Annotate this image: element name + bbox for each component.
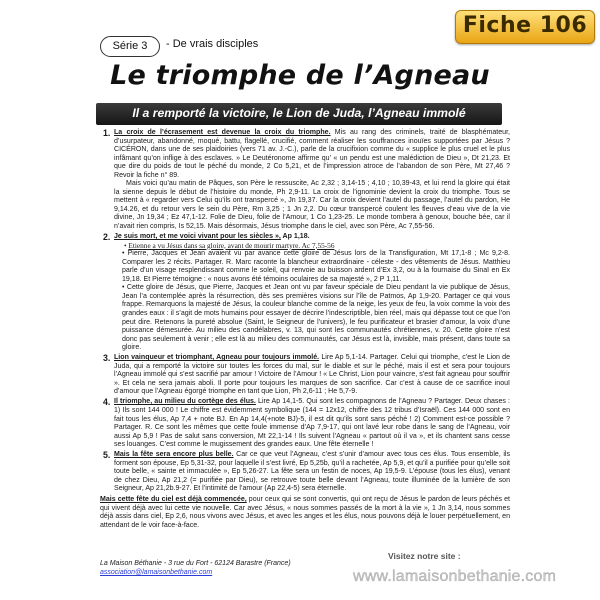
section-1: [100, 129, 510, 232]
section-lead: La croix de l’écrasement est devenue la croix du triomphe.: [114, 129, 331, 136]
closing-text: pour ceux qui se sont convertis, qui ont reçu de Jésus le pardon de leurs péchés et qui vivent déjà avec lui cette vie nouvelle. Car avec Jésus, « nous sommes passés de la mort à la vie », 1 Jn 3,14, nous sommes déjà assis dans ciel, Ep 2,6, nous vivons avec Jésus, et avec les anges et les élus, nous pouvons déjà le louer perpétuellement, en attendant de le voir face-à-face.: [100, 495, 511, 529]
section-2: [100, 233, 510, 353]
section-paragraph-2: Mais voici qu’au matin de Pâques, son Père le ressuscite, Ac 2,32 ; 3,14-15 ; 4,10 ; 10,39-43, et lui rend la gloire qui était la sienne depuis le début de l’histoire du monde, Ph 2,9-11. La croix de l’ignominie devient la croix du triomphe. Tous se mettent à « regarder vers Celui qu’ils ont transpercé », Jn 19,37. Car la croix devient l’autel du passage, l’autel du pardon, He 9,14.26, et du retour vers le sein du Père, Rm 3,25 ; 1 Jn 2,2. Du cœur transpercé coulent les fleuves d’eau vive de la vie divine, Jn 19,34 ; Ez 47,1-12. Folie de Dieu, folie de l’Amour, 1 Co 1,23-25. Le monde tombera à genoux, bouche bée, car il n’avait rien compris, Is 52,15. Mais désormais, Jésus triomphe dans le ciel, avec son Père, Ac 7,55-56.: [114, 180, 510, 231]
section-lead: Lion vainqueur et triomphant, Agneau pour toujours immolé.: [114, 354, 320, 362]
section-number: 5.: [103, 450, 111, 461]
bullet-paragraph-2: • Cette gloire de Jésus, que Pierre, Jacques et Jean ont vu par faveur spéciale de Dieu pendant la vie publique de Jésus, Jean l’a contemplée après la résurrection, dès ses premières visions sur l’île de Patmos, Ap 1,9-20. Partager ce qui vous frappe. Remarquons la majesté de Jésus, la couleur blanche comme de la neige, les yeux de feu, la voix comme la voix des grandes eaux : il s’agit de mots humains pour essayer de décrire l’indescriptible, bien réel, mais qui dépasse tout ce que l’on peut dire. Retenons la pureté absolue (Saint, le Seigneur de l’univers), le feu purificateur et brasier d’amour, la voix d’une puissance démesurée. Au milieu des candélabres, v. 13, qui sont les communautés chrétiennes, v. 20. Cette gloire n’est donc pas seulement à venir ; elle est là au milieu des communautés, car Jésus est là, invisible, mais présent, dans toute sa gloire.: [122, 284, 510, 352]
section-paragraph: [114, 354, 510, 397]
section-text: Lire Ap 14,1-5. Qui sont les compagnons de l’Agneau ? Partager. Deux chases : 1) Ils sont 144 000 ! Le chiffre est évidemment symbolique (144 = 12x12, chiffre des 12 tribus d’Israël). Ces 144 000 sont en fait tous les élus, Ap 7,4 + note BJ. En Ap 14,4(+note BJ)-5, il est dit qu’ils sont sans péché ! 2) Comment est-ce possible ? Partager. R. Ce sont les mêmes que cette foule immense d’Ap 7,9-17, qui ont lavé leur robe dans le sang de l’Agneau, voir aussi Ap 5,9 ! Pas de salut sans conversion, Mt 22,1-14 ! Ils suivent l’Agneau « partout où il va », et ils chantent sans cesse ses louanges. C’est comme le mugissement des grandes eaux. Une fête éternelle !: [114, 398, 510, 449]
section-text: Mis au rang des criminels, traité de blasphémateur, d’usurpateur, abandonné, moqué, battu, flagellé, crucifié, comment réaliser les souffrances inouïes supportées par Jésus ? CICÉRON, dans une de ses plaidoiries (vers 71 av. J.-C.), parle de la crucifixion comme du « supplice le plus cruel et le plus infâmant qu’on inflige à des esclaves. » Le Deutéronome affirme qu’ « un pendu est une malédiction de Dieu », Dt 21,23. Et que dire du poids de tout le péché du monde, 2 Co 5,21, et de l’impression atroce de l’abandon de son Père, Mt 27,46 ? Revoir la fiche n° 89.: [114, 129, 510, 179]
fiche-number: Fiche 106: [462, 13, 588, 38]
visit-site-label: Visitez notre site :: [388, 551, 461, 561]
fiche-number-badge: [455, 10, 595, 44]
subtitle-text: Il a remporté la victoire, le Lion de Juda, l’Agneau immolé: [132, 106, 466, 120]
footer-email-link[interactable]: association@lamaisonbethanie.com: [100, 569, 213, 576]
section-5: [100, 451, 510, 494]
section-lead: Mais la fête sera encore plus belle.: [114, 451, 234, 459]
quote-text: Etienne a vu Jésus dans sa gloire, avant de mourir martyre. Ac 7,55-56: [128, 240, 335, 250]
closing-lead: Mais cette fête du ciel est déjà commencée,: [100, 495, 247, 503]
section-4: [100, 398, 510, 449]
section-number: 1.: [103, 128, 111, 138]
section-number: 4.: [103, 397, 111, 408]
page-title: Le triomphe de l’Agneau: [110, 60, 490, 91]
section-lead: Il triomphe, au milieu du cortège des élus.: [114, 398, 256, 406]
serie-badge: Série 3: [100, 36, 160, 57]
subtitle-banner: [96, 103, 502, 125]
section-3: [100, 354, 510, 397]
section-paragraph: [114, 129, 510, 180]
section-number: 3.: [103, 353, 111, 364]
footer-address: La Maison Béthanie - 3 rue du Fort - 62124 Barastre (France): [100, 560, 291, 567]
section-lead: Je suis mort, et me voici vivant pour les siècles »,: [114, 233, 281, 241]
section-text: Car ce que veut l’Agneau, c’est s’unir d’amour avec tous ces élus. Tous ensemble, ils forment son épouse, Ep 5,31-32, pour laquelle il s’est livré, Ep 5,25b, qu’il a rachetée, Ap 5,9, et qu’il a purifiée pour qu’elle soit toute belle, « sainte et immaculée », Ep 5,26-27. La fête sera un festin de noces, Ap 19,5-9. L’épouse (tous les élus), venant de chez Dieu, Ap 21,2 (= purifiée par Dieu), se retrouve toute belle devant l’Agneau, toute illuminée de la lumière de son Seigneur, Ap 21,2b.9-27. Et l’intimité de l’amour (Ap 22,4-5) sera éternelle.: [114, 451, 510, 493]
section-paragraph: [114, 451, 510, 494]
closing-paragraph: [100, 496, 510, 530]
website-link[interactable]: www.lamaisonbethanie.com: [353, 568, 557, 585]
handwritten-quote: • Etienne a vu Jésus dans sa gloire, avant de mourir martyre. Ac 7,55-56: [124, 240, 335, 250]
footer-contact: [100, 559, 291, 577]
section-text: Lire Ap 5,1-14. Partager. Celui qui triomphe, c’est le Lion de Juda, qui a remporté la victoire sur toutes les forces du mal, sur le diable et sur le péché, mais il est et sera pour toujours l’Agneau immolé qui s’est sacrifié par amour ! Victoire de l’Amour ! « Le Christ, Lion pour vaincre, s’est fait agneau pour souffrir ». Et cela ne sera jamais aboli. Il porte pour toujours les marques de son sacrifice. Car c’est à cause de ce sacrifice inouï d’amour que l’Agneau égorgé triomphe en tant que Lion, Ph 2,6-11 ; He 5,7-9.: [114, 354, 511, 396]
serie-title: - De vrais disciples: [166, 38, 259, 50]
bullet-paragraph-1: • Pierre, Jacques et Jean avaient vu par avance cette gloire de Jésus lors de la Transfiguration, Mt 17,1-8 ; Mc 9,2-8. Comparer les 2 récits. Partager. R. Marc raconte la blancheur extraordinaire - céleste - des vêtements de Jésus. Matthieu parle d’un visage resplendissant comme le soleil, qui renvoie au buisson ardent d’Ex 3,2, ou à la fournaise du Sinaï en Ex 19,18. Et Pierre témoigne : « nous avons été témoins oculaires de sa majesté », 2 P 1,11.: [122, 250, 510, 283]
section-number: 2.: [103, 232, 111, 243]
section-text: Ap 1,18.: [280, 233, 310, 241]
section-paragraph: [114, 398, 510, 449]
body-content: [100, 129, 510, 537]
